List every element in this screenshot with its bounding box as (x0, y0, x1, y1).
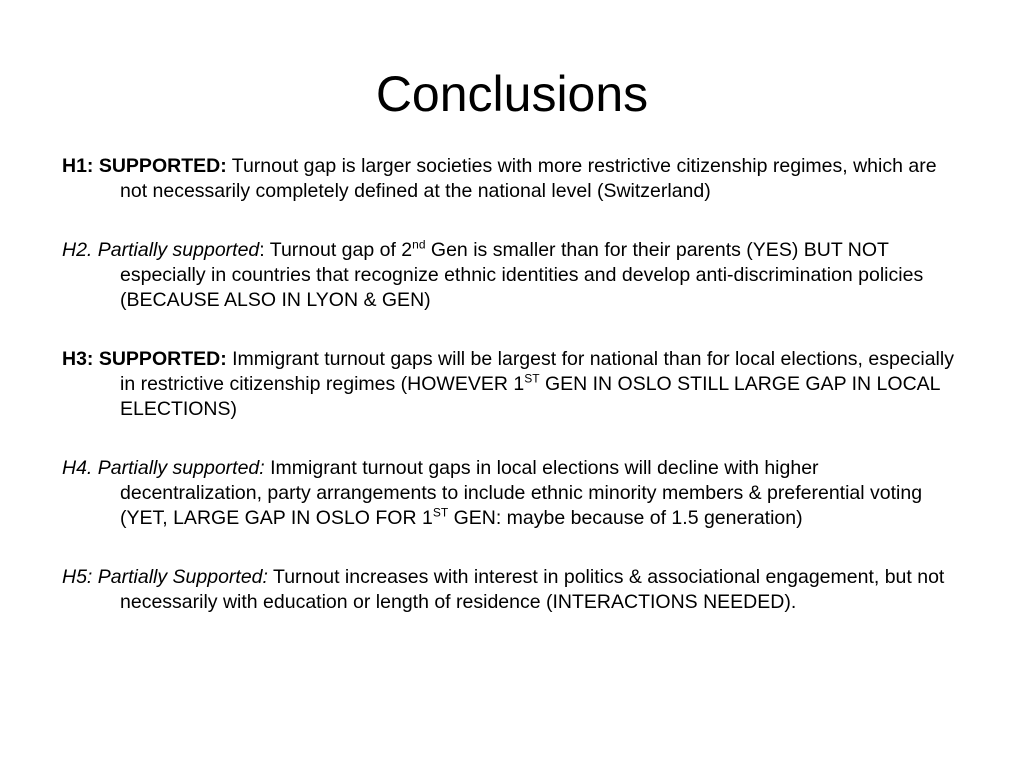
hypothesis-h1 (62, 154, 962, 204)
hypothesis-h5-text: Turnout increases with interest in politics & associational engagement, but not necessarily with education or length of residence (INTERACTIONS NEEDED). (120, 566, 945, 613)
hypothesis-h3 (62, 347, 962, 422)
hypothesis-h2-text-b: Gen is smaller than for their parents (YES) BUT NOT especially in countries that recognize ethnic identities and develop anti-discrimination policies (BECAUSE ALSO IN LYON & GEN) (120, 239, 924, 311)
hypothesis-h2 (62, 238, 962, 313)
hypothesis-h5-status: H5: Partially Supported: (62, 566, 268, 588)
hypothesis-h3-status: H3: SUPPORTED: (62, 348, 227, 370)
hypothesis-h3-superscript: ST (524, 371, 540, 386)
hypothesis-h1-text: Turnout gap is larger societies with more restrictive citizenship regimes, which are not necessarily completely defined at the national level (Switzerland) (120, 155, 937, 202)
hypothesis-h4-superscript: ST (432, 505, 449, 520)
hypothesis-h2-superscript: nd (412, 237, 426, 252)
hypothesis-h5 (62, 565, 962, 615)
hypothesis-h4 (62, 456, 962, 531)
slide-title: Conclusions (375, 66, 649, 122)
hypothesis-h3-text-a: Immigrant turnout gaps will be largest for national than for local elections, especially in restrictive citizenship regimes (HOWEVER 1 (120, 348, 954, 395)
hypothesis-h2-status: H2. Partially supported (62, 239, 260, 261)
hypothesis-h4-text-a: Immigrant turnout gaps in local elections will decline with higher decentralization, party arrangements to include ethnic minority members & preferential voting (YET, LARGE GAP IN OSLO FOR 1 (120, 457, 923, 529)
hypothesis-h4-status: H4. Partially supported: (62, 457, 265, 479)
hypothesis-h3-text-b: GEN IN OSLO STILL LARGE GAP IN LOCAL ELECTIONS) (120, 373, 940, 420)
hypothesis-h1-status: H1: SUPPORTED: (62, 155, 227, 177)
hypotheses-list (62, 154, 962, 615)
hypothesis-h2-text-a: : Turnout gap of 2 (259, 239, 413, 261)
hypothesis-h4-text-b: GEN: maybe because of 1.5 generation) (448, 507, 803, 529)
